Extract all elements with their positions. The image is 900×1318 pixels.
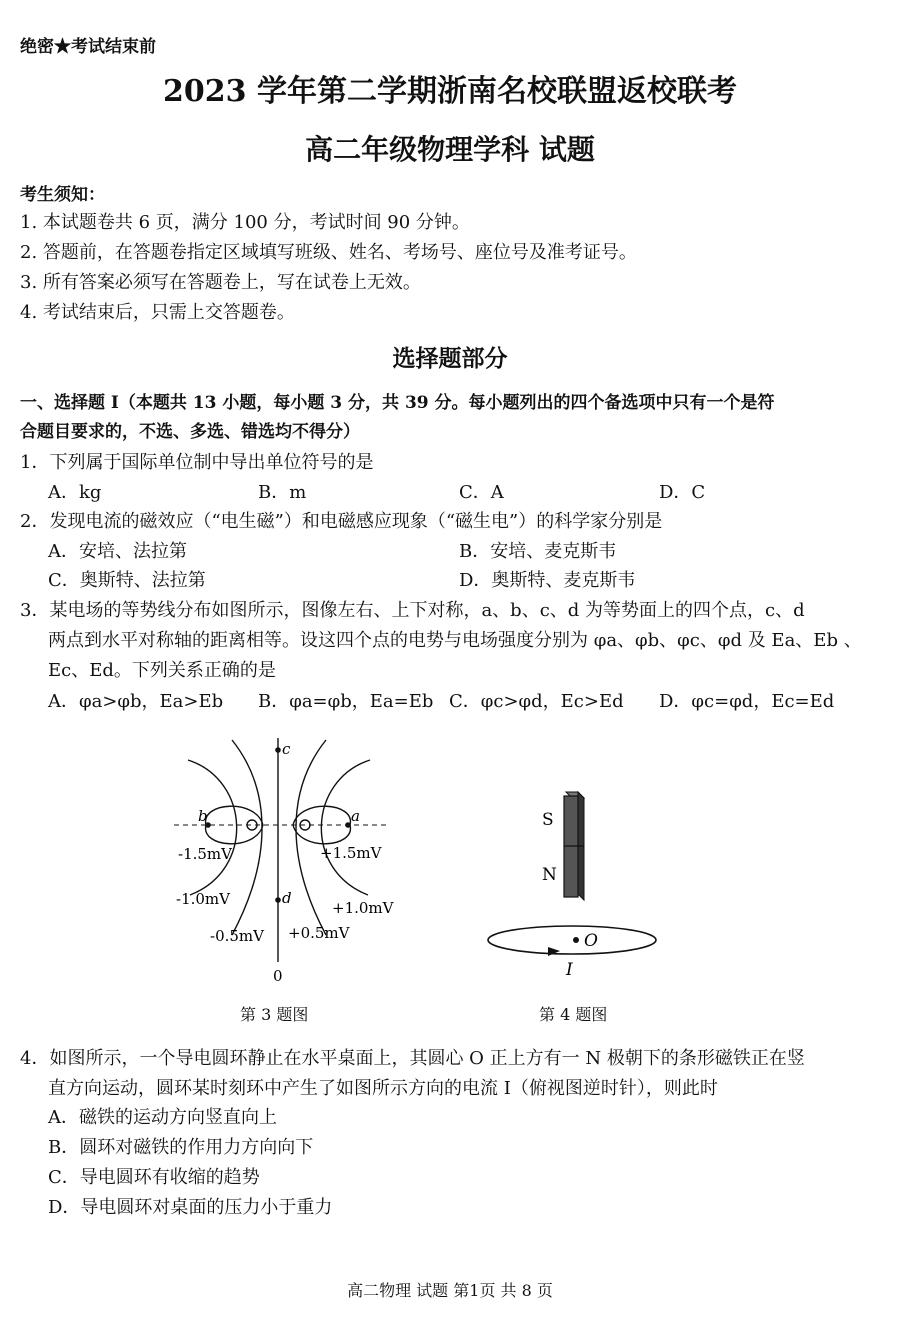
exam-title: 2023 学年第二学期浙南名校联盟返校联考 (163, 74, 737, 109)
section-intro-1: 一、选择题 I（本题共 13 小题，每小题 3 分，共 39 分。每小题列出的四个备选项中只有一个是符 (20, 393, 775, 413)
fig3-label-a: a (351, 807, 360, 825)
fig3-potential-p10: +1.0mV (332, 899, 394, 917)
q3-line3: Ec、Ed。下列关系正确的是 (48, 660, 276, 681)
secret-label: 绝密★考试结束前 (20, 37, 156, 57)
q4-option-d: D．导电圆环对桌面的压力小于重力 (48, 1197, 333, 1218)
fig3-curve-left-1 (188, 760, 237, 895)
q1-option-c: C．A (459, 482, 504, 503)
q2-option-b: B．安培、麦克斯韦 (459, 541, 617, 562)
q3-line2: 两点到水平对称轴的距离相等。设这四个点的电势与电场强度分别为 φa、φb、φc、φd 及 Ea、Eb 、 (48, 630, 862, 651)
fig3-label-zero: 0 (273, 967, 283, 985)
q2-option-d: D．奥斯特、麦克斯韦 (459, 570, 636, 591)
fig4-label-i: I (566, 960, 573, 980)
q4-line1: 4．如图所示，一个导电圆环静止在水平桌面上，其圆心 O 正上方有一 N 极朝下的条形磁铁正在竖 (20, 1048, 805, 1069)
figure-3-caption: 第 3 题图 (240, 1005, 309, 1024)
page-footer: 高二物理 试题 第1页 共 8 页 (347, 1281, 553, 1300)
q1-option-d: D．C (659, 482, 706, 503)
fig3-curve-right-1 (321, 760, 370, 895)
notice-item-3: 3. 所有答案必须写在答题卷上，写在试卷上无效。 (20, 272, 421, 293)
fig3-label-d: d (282, 889, 292, 907)
q3-option-d: D．φc=φd，Ec=Ed (659, 691, 835, 712)
q3-option-a: A．φa>φb，Ea>Eb (48, 691, 224, 712)
q1-option-b: B．m (258, 482, 307, 503)
q4-option-a: A．磁铁的运动方向竖直向上 (48, 1107, 277, 1128)
q2-option-a: A．安培、法拉第 (48, 541, 187, 562)
figure-4-caption: 第 4 题图 (539, 1005, 608, 1024)
fig3-point-a (345, 822, 351, 828)
q2-option-c: C．奥斯特、法拉第 (48, 570, 206, 591)
q3-option-c: C．φc>φd，Ec>Ed (449, 691, 624, 712)
fig3-potential-m15: -1.5mV (178, 845, 232, 863)
q3-option-b: B．φa=φb，Ea=Eb (258, 691, 434, 712)
fig4-label-o: O (584, 931, 598, 951)
q4-line2: 直方向运动，圆环某时刻环中产生了如图所示方向的电流 I（俯视图逆时针），则此时 (48, 1078, 718, 1099)
fig3-point-d (275, 897, 281, 903)
q1-option-a: A．kg (48, 482, 102, 503)
notice-item-4: 4. 考试结束后，只需上交答题卷。 (20, 302, 295, 323)
fig3-potential-p15: +1.5mV (320, 844, 382, 862)
fig3-potential-m10: -1.0mV (176, 890, 230, 908)
figure-3-equipotential (160, 730, 410, 1000)
figure-4-magnet-ring (478, 780, 678, 990)
fig3-potential-m05: -0.5mV (210, 927, 264, 945)
fig4-current-arrow (548, 947, 560, 956)
fig4-label-n: N (542, 865, 557, 885)
fig3-potential-p05: +0.5mV (288, 924, 350, 942)
fig4-conducting-ring (488, 926, 656, 954)
q3-line1: 3．某电场的等势线分布如图所示，图像左右、上下对称，a、b、c、d 为等势面上的四个点，c、d (20, 600, 805, 621)
q2-stem: 2．发现电流的磁效应（“电生磁”）和电磁感应现象（“磁生电”）的科学家分别是 (20, 511, 663, 532)
section-intro-2: 合题目要求的，不选、多选、错选均不得分） (20, 422, 360, 442)
section-title: 选择题部分 (392, 345, 508, 372)
q4-option-b: B．圆环对磁铁的作用力方向向下 (48, 1137, 314, 1158)
q4-option-c: C．导电圆环有收缩的趋势 (48, 1167, 260, 1188)
notice-heading: 考生须知： (20, 185, 105, 205)
fig4-label-s: S (542, 810, 554, 830)
exam-subtitle: 高二年级物理学科 试题 (305, 133, 595, 166)
fig4-center-point (573, 937, 579, 943)
q1-stem: 1．下列属于国际单位制中导出单位符号的是 (20, 452, 374, 473)
fig3-label-c: c (282, 740, 291, 758)
notice-item-1: 1. 本试题卷共 6 页，满分 100 分，考试时间 90 分钟。 (20, 212, 470, 233)
fig3-label-b: b (198, 807, 208, 825)
fig3-point-c (275, 747, 281, 753)
notice-item-2: 2. 答题前，在答题卷指定区域填写班级、姓名、考场号、座位号及准考证号。 (20, 242, 637, 263)
